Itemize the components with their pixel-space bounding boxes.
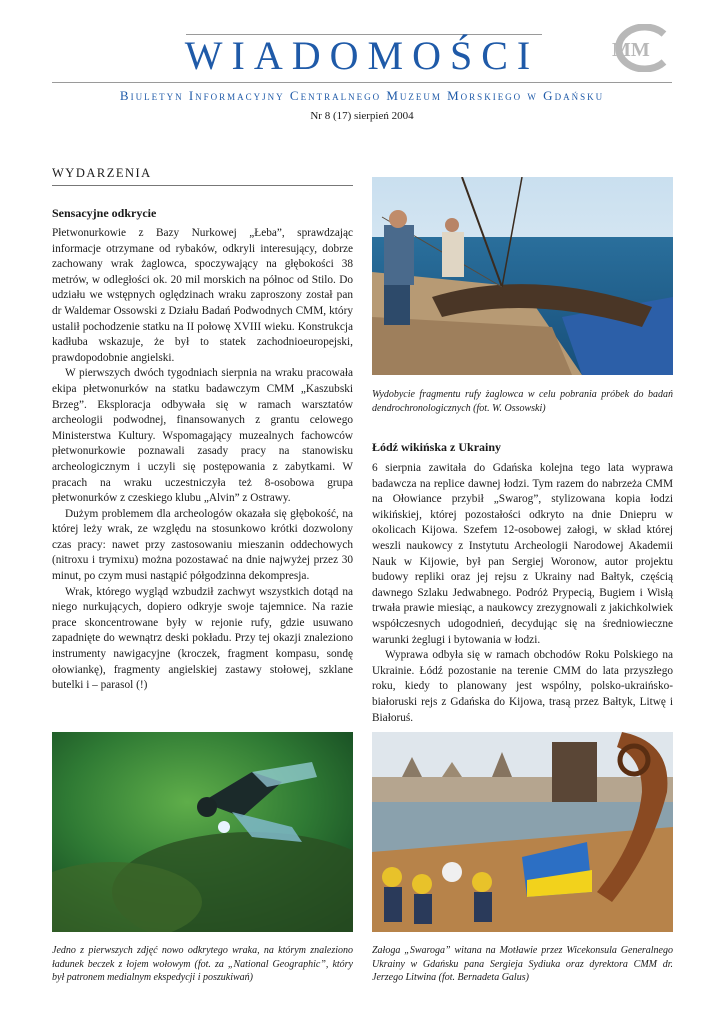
article2-paragraph: Wyprawa odbyła się w ramach obchodów Roku Polskiego na Ukrainie. Łódź pozostanie na terenie CMM do lata przyszłego roku, kiedy to planowany jest wspólny, polsko-ukraińsko-białoruski rejs z Gdańska do Kijowa, trasą przez Bałtyk, Litwę i Białoruś. — [372, 649, 673, 724]
logo-text: MM — [612, 39, 650, 61]
article1-body — [52, 226, 353, 694]
article2-paragraph: 6 sierpnia zawitała do Gdańska kolejna tego lata wyprawa badawcza na replice dawnej łodzi. Tym razem do nabrzeża CMM na Ołowiance przybił „Swarog”, stylizowana kopia łodzi wikińskiej, której pozostałości odkryto na dnie Dniepru w okolicach Kijowa. Szefem 12-osobowej załogi, w skład której weszli naukowcy z Instytutu Archeologii Narodowej Akademii Nauk w Kijowie, był pan Sergiej Woronow, autor projektu budowy repliki oraz jej rejsu z Ukrainy nad Bałtyk, częścią dawnego Szlaku Jedwabnego. Podróż Prypecią, Bugiem i Wisłą trwała prawie miesiąc, a naukowcy zrezygnowali z jakichkolwiek współczesnych udogodnień, decydując się na średniowieczne warunki żeglugi i bytowania w łodzi. — [372, 462, 673, 646]
section-rule — [52, 185, 353, 186]
masthead-title: WIADOMOŚCI — [184, 33, 540, 78]
article2-heading: Łódź wikińska z Ukrainy — [372, 440, 502, 454]
photo-swarog-boat — [372, 732, 673, 932]
article1-heading: Sensacyjne odkrycie — [52, 206, 157, 220]
article1-paragraph: W pierwszych dwóch tygodniach sierpnia na wraku pracowała ekipa płetwonurków na statku badawczym CMM „Kaszubski Brzeg”. Eksploracja odbywała się w ramach warsztatów archeologii podwodnej, finansowanych z grantu celowego Ministerstwa Kultury. Wspomagający muzealnych fachowców płetwonurkowie poznawali zasady pracy na stanowisku archeologicznym i uczyli się postępowania z zabytkami. W pracach na wraku uczestniczyła też 8-osobowa grupa płetwonurków z czeskiego klubu „Alvin” z Ostrawy. — [52, 367, 353, 505]
photo2-caption: Jedno z pierwszych zdjęć nowo odkrytego wraka, na którym znaleziono ładunek beczek z łojem wołowym (fot. za „National Geographic”, który był patronem medialnym ekspedycji i poszukiwań) — [52, 945, 353, 983]
cmm-logo — [596, 24, 672, 72]
section-label: WYDARZENIA — [52, 166, 152, 180]
photo1-caption: Wydobycie fragmentu rufy żaglowca w celu pobrania próbek do badań dendrochronologicznych (fot. W. Ossowski) — [372, 389, 673, 414]
photo-ship-deck — [372, 177, 673, 375]
photo3-caption: Załoga „Swaroga” witana na Motławie przez Wicekonsula Generalnego Ukrainy w Gdańsku pana Sergieja Sydiuka oraz dyrektora CMM dr. Jerzego Litwina (fot. Bernadeta Galus) — [372, 945, 673, 983]
photo-underwater-wreck — [52, 732, 353, 932]
article1-paragraph: Płetwonurkowie z Bazy Nurkowej „Łeba”, sprawdzając informacje otrzymane od rybaków, odkryli interesujący, dobrze zachowany wrak żaglowca, spoczywający na głębokości 38 metrów, w odległości ok. 20 mil morskich na północ od Stilo. Do udziału we wstępnych oględzinach wraku zaproszony został pan dr Waldemar Ossowski z Działu Badań Podwodnych CMM, który ustalił pochodzenie statku na II połowę XVIII wieku. Konstrukcja kadłuba wskazuje, że był to statek zachodnioeuropejski, prawdopodobnie angielski. — [52, 227, 353, 364]
article2-body — [372, 461, 673, 726]
article1-paragraph: Wrak, którego wygląd wzbudził zachwyt wszystkich dotąd na niego nurkujących, dopiero odkryje swoje tajemnice. Na razie prace skoncentrowane były w rejonie rufy, gdzie usuwano zapadnięte do wewnątrz deski pokładu. Przy tej okazji znaleziono instrumenty nawigacyjne (kroczek, fragment kompasu, sondę ołowiankę), fragmenty angielskiej zastawy stołowej, szklane butelki i – parasol (!) — [52, 585, 353, 692]
masthead-subtitle: Biuletyn Informacyjny Centralnego Muzeum Morskiego w Gdańsku — [119, 88, 605, 103]
issue-info: Nr 8 (17) sierpień 2004 — [310, 110, 414, 122]
masthead-rule — [52, 82, 672, 83]
article1-paragraph: Dużym problemem dla archeologów okazała się głębokość, na której leży wrak, ze względu na stosunkowo krótki dozwolony czas pracy: nawet przy zastosowaniu mieszanin oddechowych (nitroxu i trymixu) można pozostawać na dnie najwyżej przez 30 minut, po czym musi nastąpić półgodzinna dekompresja. — [52, 507, 353, 583]
